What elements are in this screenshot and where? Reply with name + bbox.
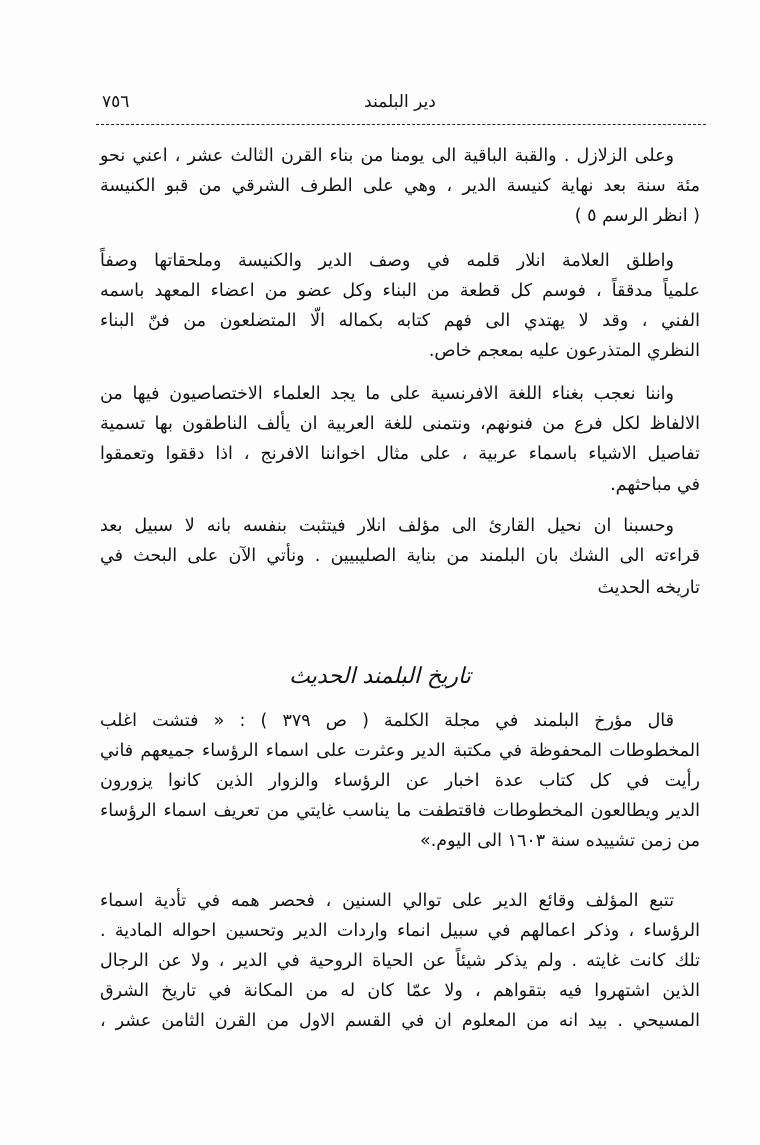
text-line: المخطوطات المحفوظة في مكتبة الدير وعثرت على اسماء الرؤساء جميعهم فاني <box>100 741 700 761</box>
text-line: تتبع المؤلف وقائع الدير على توالي السنين ، فحصر همه في تأدية اسماء <box>100 891 674 911</box>
text-line: وعلى الزلازل . والقبة الباقية الى يومنا من بناء القرن الثالث عشر ، اعني نحو <box>100 146 674 166</box>
text-line: تلك كانت غايته . ولم يذكر شيئاً عن الحياة الروحية في الدير ، ولا عن الرجال <box>100 951 700 971</box>
text-line: وحسبنا ان نحيل القارئ الى مؤلف انلار فيتثبت بنفسه بانه لا سبيل بعد <box>100 516 674 536</box>
text-line: رأيت في كل كتاب عدة اخبار عن الرؤساء والزوار الذين كانوا يزورون <box>100 771 700 791</box>
text-line: قراءته الى الشك بان البلمند من بناية الصليبيين . ونأتي الآن على البحث في <box>100 546 700 566</box>
text-line: الذين اشتهروا فيه بتقواهم ، ولا عمّا كان له من المكانة في تاريخ الشرق <box>100 981 700 1001</box>
running-title: دير البلمند <box>364 92 436 112</box>
text-line: واطلق العلامة انلار قلمه في وصف الدير والكنيسة وملحقاتها وصفاً <box>100 251 674 271</box>
text-line: الالفاظ لكل فرع من فنونهم، ونتمنى للغة العربية ان يألف الناطقون بها تسمية <box>100 414 700 434</box>
text-line: قال مؤرخ البلمند في مجلة الكلمة ( ص ٣٧٩ ) : « فتشت اغلب <box>100 711 674 731</box>
text-line: ( انظر الرسم ٥ ) <box>574 206 700 226</box>
text-line: واننا نعجب بغناء اللغة الافرنسية على ما يجد العلماء الاختصاصيون فيها من <box>100 384 674 404</box>
section-heading: تاريخ البلمند الحديث <box>289 664 471 689</box>
text-line: علمياً مدققاً ، فوسم كل قطعة من البناء وكل عضو من اعضاء المعهد باسمه <box>100 281 700 301</box>
header-rule <box>96 124 706 125</box>
page-number: ٧٥٦ <box>102 92 130 112</box>
text-line: مئة سنة بعد نهاية كنيسة الدير ، وهي على الطرف الشرقي من قبو الكنيسة <box>100 176 700 196</box>
text-line: تاريخه الحديث <box>597 578 700 598</box>
text-line: تفاصيل الاشياء باسماء عربية ، على مثال اخواننا الافرنج ، اذا دققوا وتعمقوا <box>100 444 700 464</box>
text-line: النظري المتذرعون عليه بمعجم خاص. <box>428 341 700 361</box>
text-line: في مباحثهم. <box>610 475 700 495</box>
text-line: الفني ، وقد لا يهتدي الى فهم كتابه بكماله الّا المتضلعون من فنّ البناء <box>100 311 700 331</box>
text-line: الدير ويطالعون المخطوطات فاقتطفت ما يناسب غايتي من تعريف اسماء الرؤساء <box>100 801 700 821</box>
text-line: من زمن تشييده سنة ١٦٠٣ الى اليوم.» <box>420 831 700 851</box>
text-line: الرؤساء ، وذكر اعمالهم في سبيل انماء واردات الدير وتحسين احواله المادية . <box>100 921 700 941</box>
text-line: المسيحي . بيد انه من المعلوم ان في القسم الاول من القرن الثامن عشر ، <box>100 1011 700 1031</box>
page-header <box>100 92 700 120</box>
